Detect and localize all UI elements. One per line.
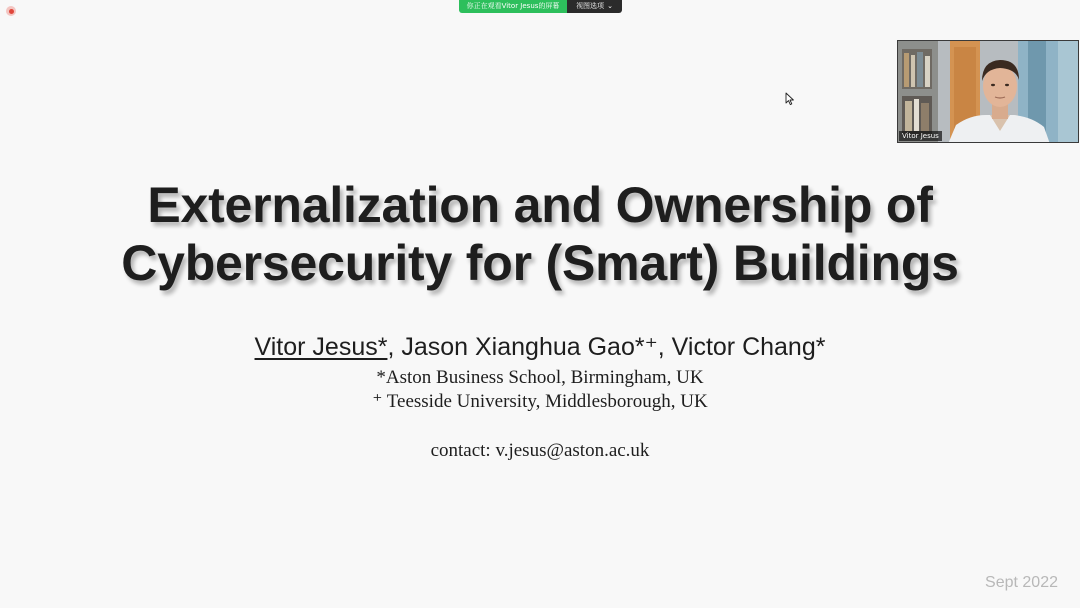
contact-email: contact: v.jesus@aston.ac.uk: [430, 440, 650, 461]
participant-video-image: [898, 41, 1079, 143]
participant-video-tile[interactable]: [897, 40, 1079, 143]
author-coauthors: , Jason Xianghua Gao*⁺, Victor Chang*: [387, 333, 826, 361]
slide-title-line-1: Externalization and Ownership of: [147, 177, 933, 233]
participant-name-label: Vitor Jesus: [899, 131, 942, 141]
slide-date: Sept 2022: [985, 574, 1058, 591]
screen-share-bar: [459, 0, 622, 13]
slide-authors: [0, 332, 1080, 362]
slide-title-line-2: Cybersecurity for (Smart) Buildings: [121, 235, 959, 291]
view-options-label: 视图选项: [576, 2, 605, 10]
view-options-button[interactable]: [567, 0, 622, 13]
author-presenter: Vitor Jesus*: [254, 333, 388, 361]
affiliation-aston: *Aston Business School, Birmingham, UK: [376, 367, 704, 388]
share-status-label: 你正在观看Vitor Jesus的屏幕: [459, 0, 567, 13]
mouse-cursor-icon: [785, 92, 795, 106]
chevron-down-icon: ⌄: [607, 2, 613, 10]
slide-title: [0, 176, 1080, 292]
affiliation-teesside: ⁺ Teesside University, Middlesborough, UK: [372, 391, 708, 412]
record-indicator-icon[interactable]: [6, 6, 16, 16]
